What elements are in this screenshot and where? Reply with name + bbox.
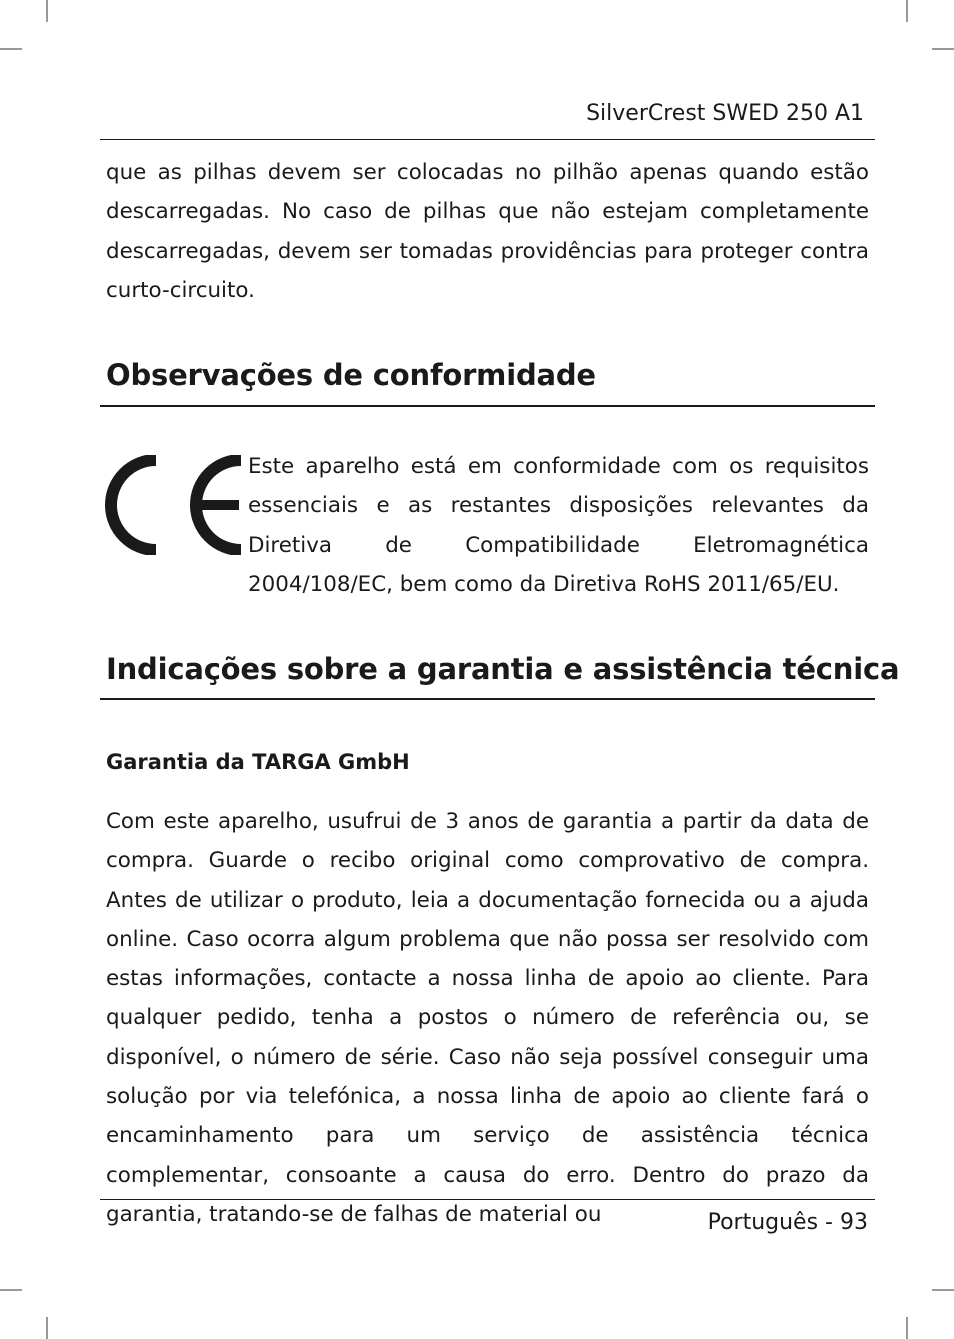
running-header: SilverCrest SWED 250 A1 — [586, 101, 864, 126]
crop-mark — [932, 1289, 954, 1291]
ce-mark-icon — [104, 455, 244, 555]
page-number: 93 — [840, 1210, 868, 1235]
crop-mark — [0, 48, 22, 50]
crop-mark — [906, 1317, 908, 1339]
conformity-text: Este aparelho está em conformidade com os requisitos essenciais e as restantes disposições relevantes da Diretiva de Compatibilidade Eletromagnética 2004/108/EC, bem como da Diretiva RoHS 2011/65/EU. — [248, 454, 869, 597]
header-rule — [100, 139, 875, 140]
intro-paragraph: que as pilhas devem ser colocadas no pilhão apenas quando estão descarregadas. No caso de pilhas que não estejam completamente descarregadas, devem ser tomadas providências para proteger contra curto-circuito. — [106, 160, 869, 303]
crop-mark — [46, 0, 48, 22]
warranty-heading-rule — [100, 698, 875, 700]
crop-mark — [46, 1317, 48, 1339]
warranty-heading: Indicações sobre a garantia e assistência técnica — [106, 652, 900, 686]
footer-language: Português - — [707, 1210, 833, 1235]
warranty-subheading: Garantia da TARGA GmbH — [106, 750, 410, 774]
crop-mark — [906, 0, 908, 22]
warranty-text: Com este aparelho, usufrui de 3 anos de garantia a partir da data de compra. Guarde o recibo original como comprovativo de compra. Antes de utilizar o produto, leia a documentação fornecida ou a ajuda online. Caso ocorra algum problema que não possa ser resolvido com estas informações, contacte a nossa linha de apoio ao cliente. Para qualquer pedido, tenha a postos o número de referência ou, se disponível, o número de série. Caso não seja possível conseguir uma solução por via telefónica, a nossa linha de apoio ao cliente fará o encaminhamento para um serviço de assistência técnica complementar, consoante a causa do erro. Dentro do prazo da garantia, tratando-se de falhas de material ou — [106, 809, 869, 1227]
crop-mark — [932, 48, 954, 50]
crop-mark — [0, 1289, 22, 1291]
conformity-heading-rule — [100, 405, 875, 407]
conformity-heading: Observações de conformidade — [106, 358, 596, 392]
footer-rule — [100, 1199, 875, 1200]
page-footer — [708, 1208, 868, 1238]
